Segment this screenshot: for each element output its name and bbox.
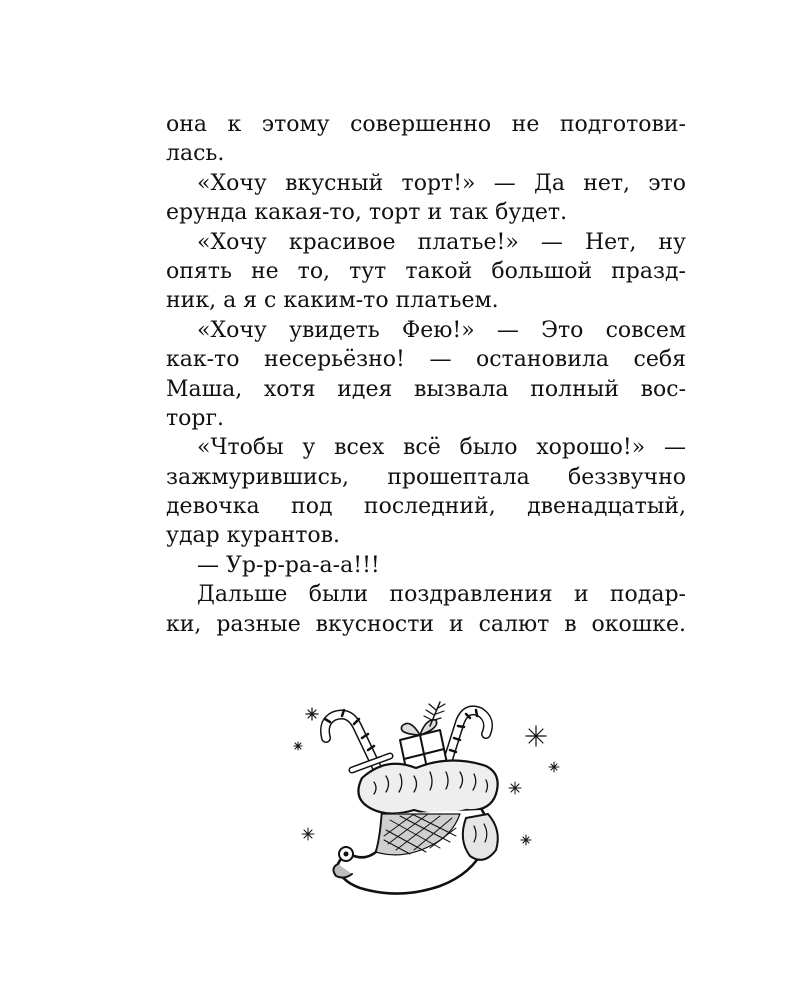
text-line: «Хочу увидеть Фею!» — Это совсем: [197, 317, 686, 343]
text-line: ки, разные вкусности и салют в окошке.: [166, 611, 686, 637]
text-line: девочка под последний, двенадцатый,: [166, 494, 686, 520]
snowflake-icon: [294, 742, 302, 750]
text-line: опять не то, тут такой большой празд-: [166, 258, 686, 284]
snowflake-icon: [302, 828, 314, 840]
snowflake-icon: [521, 835, 531, 845]
text-line: удар курантов.: [166, 523, 341, 549]
christmas-stocking-icon: [290, 690, 560, 905]
text-line: как-то несерьёзно! — остановила себя: [166, 347, 686, 373]
snowflake-icon: [526, 726, 546, 746]
text-line: ник, а я с каким-то платьем.: [166, 288, 499, 314]
text-line: она к этому совершенно не подготови-: [166, 112, 686, 137]
text-line: «Хочу вкусный торт!» — Да нет, это: [197, 170, 686, 196]
text-line: Дальше были поздравления и подар-: [197, 582, 686, 608]
snowflake-icon: [549, 762, 559, 772]
text-line: ерунда какая-то, торт и так будет.: [166, 200, 568, 226]
text-line: лась.: [166, 141, 225, 167]
snowflake-icon: [509, 782, 521, 794]
text-line: «Хочу красивое платье!» — Нет, ну: [197, 229, 686, 255]
text-line: Маша, хотя идея вызвала полный вос-: [166, 376, 686, 402]
text-line: «Чтобы у всех всё было хорошо!» —: [197, 435, 686, 461]
text-line: торг.: [166, 405, 225, 431]
text-line: зажмурившись, прошептала беззвучно: [166, 464, 686, 490]
body-text: [166, 110, 686, 639]
text-line: — Ур-р-ра-а-а!!!: [197, 552, 380, 578]
snowflake-icon: [306, 708, 318, 720]
